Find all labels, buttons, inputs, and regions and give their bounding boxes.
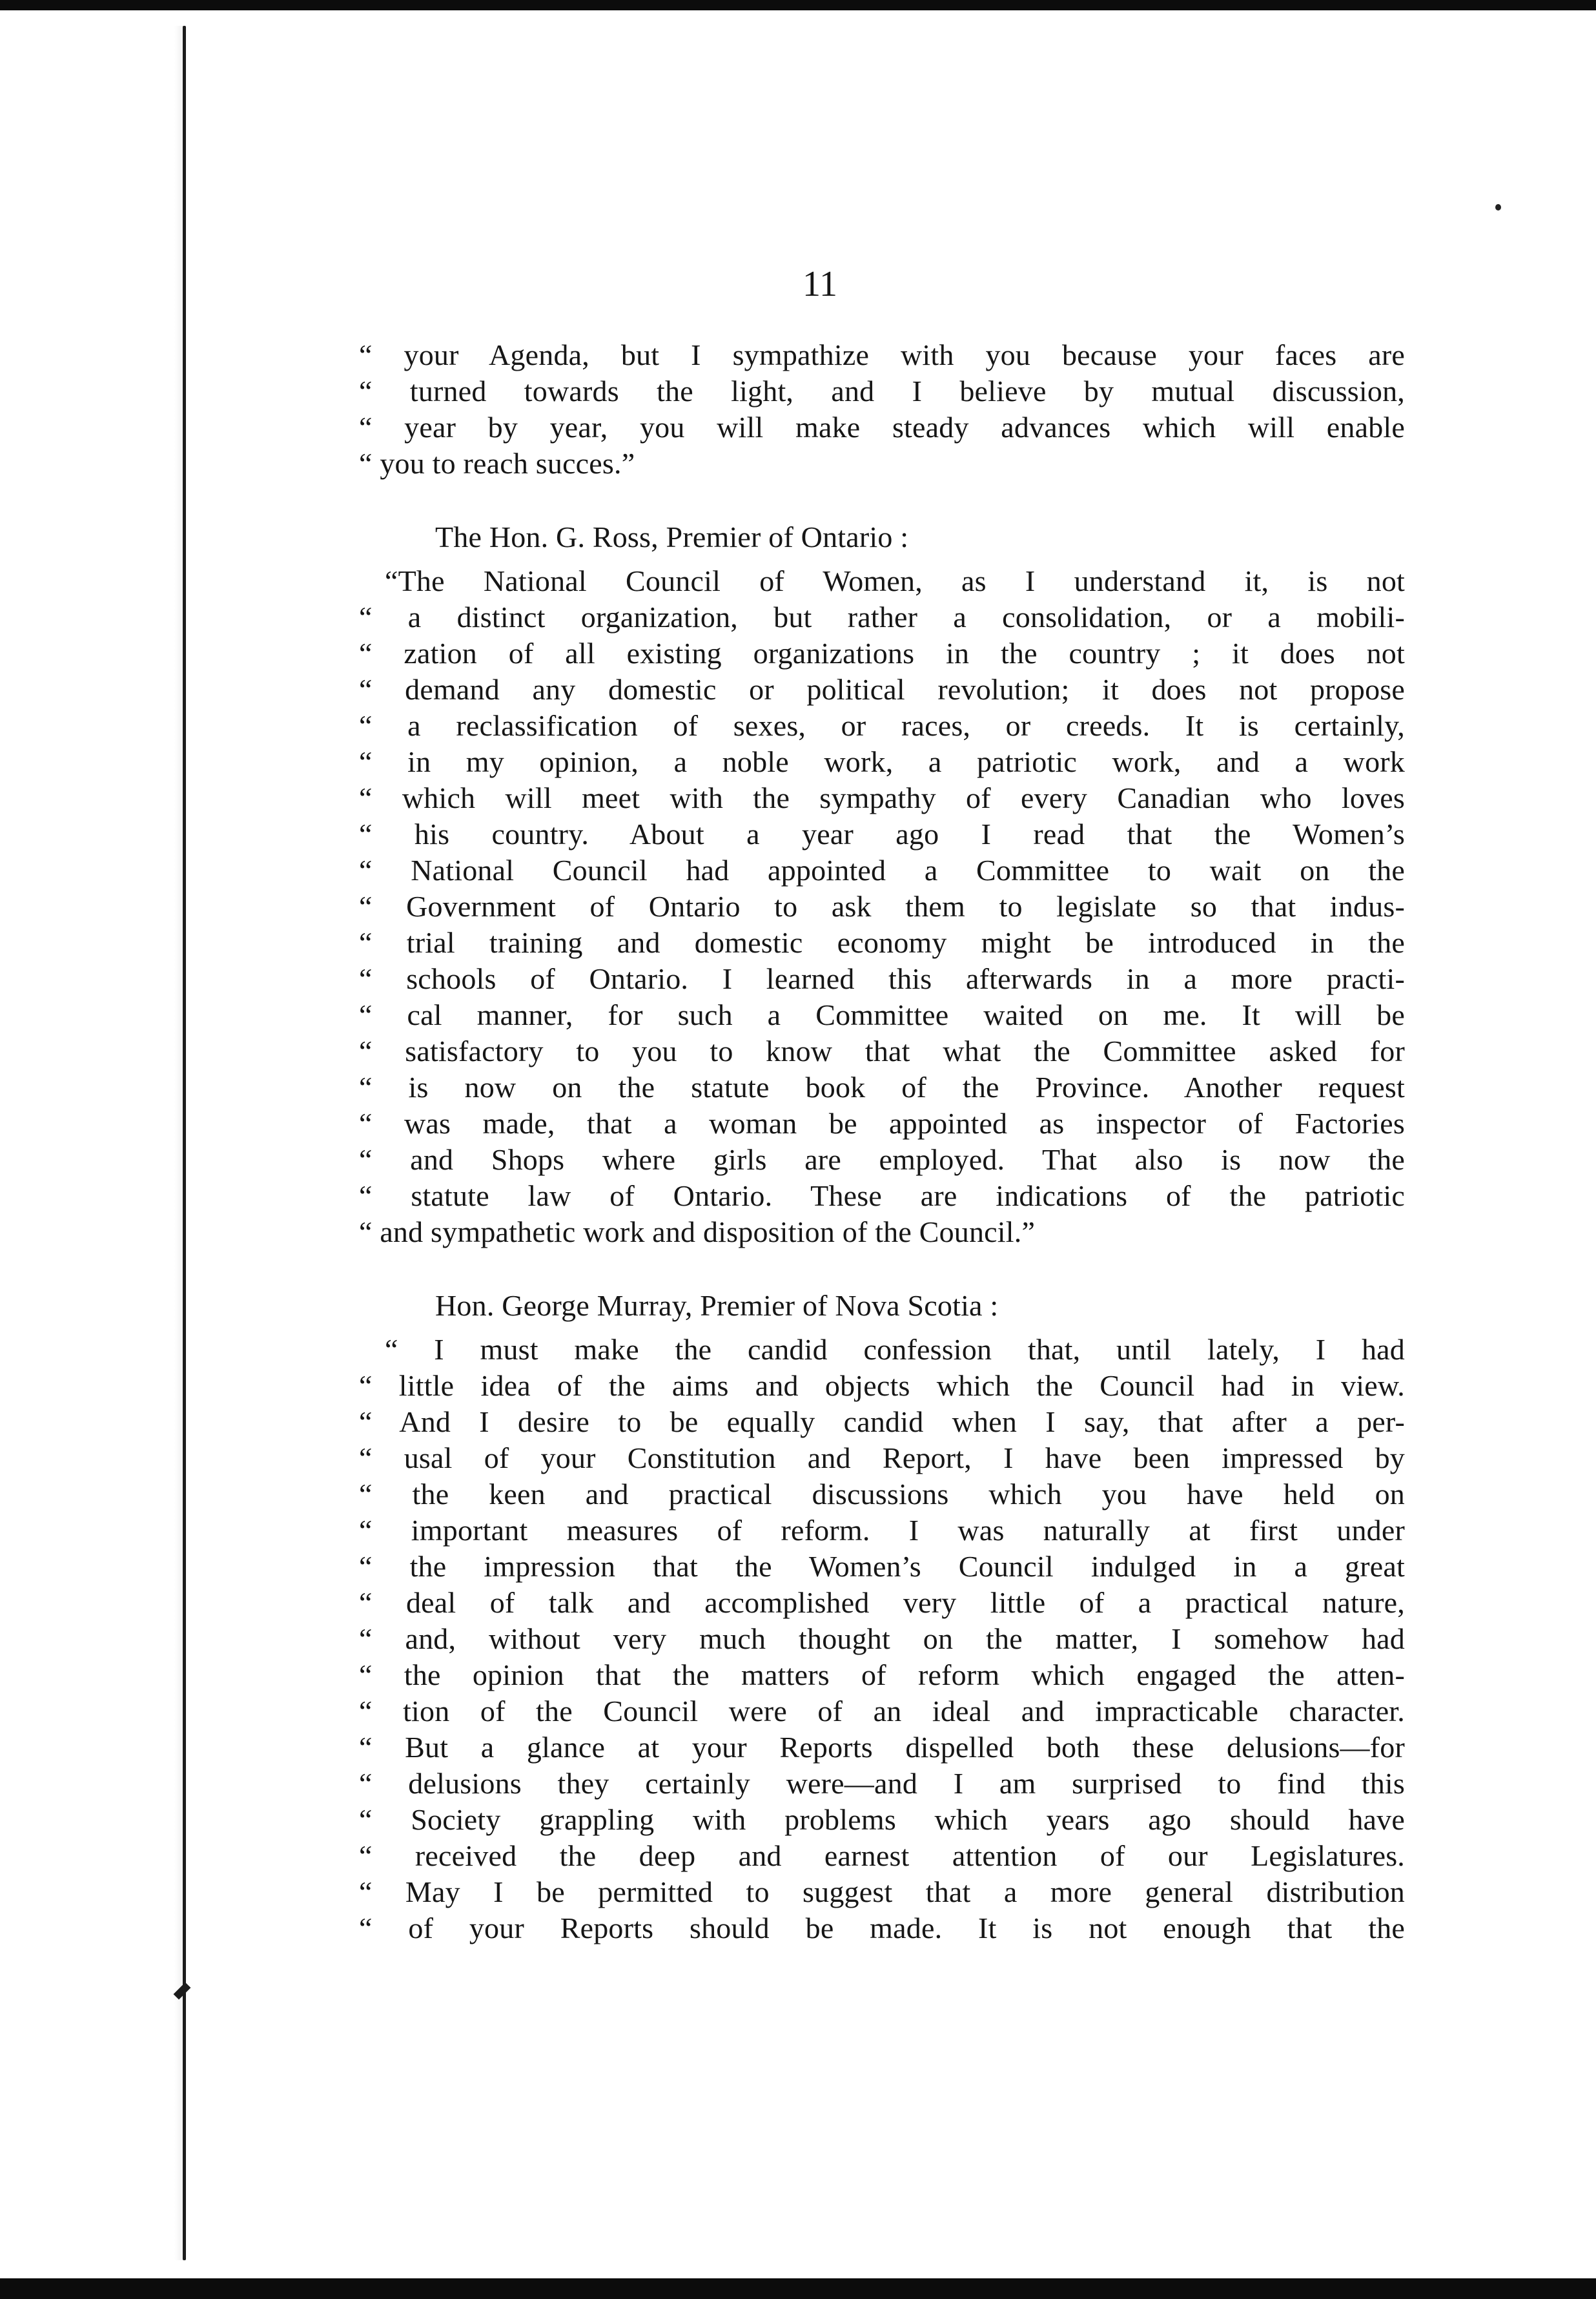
text-line: “ important measures of reform. I was naturally at first under <box>359 1514 1405 1547</box>
text-line: “ cal manner, for such a Committee waited on me. It will be <box>359 998 1405 1031</box>
paragraph-gap <box>359 555 1405 563</box>
page-body <box>359 337 1405 1946</box>
text-line: “ and sympathetic work and disposition of the Council.” <box>359 1215 1036 1248</box>
text-line: “ Government of Ontario to ask them to legislate so that indus- <box>359 890 1405 923</box>
text-line: “ year by year, you will make steady advances which will enable <box>359 411 1405 444</box>
ink-speck <box>1495 204 1501 211</box>
text-line: “ turned towards the light, and I believe by mutual discussion, <box>359 375 1405 407</box>
text-line: “ you to reach succes.” <box>359 447 635 480</box>
text-line: “ zation of all existing organizations in the country ; it does not <box>359 637 1405 670</box>
text-line: “ of your Reports should be made. It is not enough that the <box>359 1912 1405 1944</box>
text-line: “ Society grappling with problems which years ago should have <box>359 1803 1405 1836</box>
text-line: “ received the deep and earnest attention of our Legislatures. <box>359 1839 1405 1872</box>
text-line: “ is now on the statute book of the Province. Another request <box>359 1071 1405 1104</box>
text-line: “ trial training and domestic economy might be introduced in the <box>359 926 1405 959</box>
text-line: “ statute law of Ontario. These are indications of the patriotic <box>359 1179 1405 1212</box>
paragraph-gap <box>359 482 1405 519</box>
quote-paragraph-murray <box>359 1332 1405 1946</box>
text-line: “ But a glance at your Reports dispelled both these delusions—for <box>359 1731 1405 1764</box>
page-spine-edge <box>183 26 186 2260</box>
text-line: “ and, without very much thought on the matter, I somehow had <box>359 1622 1405 1655</box>
scan-border-top <box>0 0 1596 10</box>
text-line: “ little idea of the aims and objects which the Council had in view. <box>359 1369 1405 1402</box>
text-line: “ in my opinion, a noble work, a patriotic work, and a work <box>359 745 1405 778</box>
text-line: “ his country. About a year ago I read that the Women’s <box>359 818 1405 851</box>
text-line: “ satisfactory to you to know that what the Committee asked for <box>359 1035 1405 1067</box>
speaker-heading-murray: Hon. George Murray, Premier of Nova Scotia : <box>435 1289 999 1322</box>
text-line: “ was made, that a woman be appointed as inspector of Factories <box>359 1107 1405 1140</box>
text-line: “ the impression that the Women’s Council indulged in a great <box>359 1550 1405 1583</box>
text-line: “ I must make the candid confession that, until lately, I had <box>385 1333 1405 1366</box>
speaker-heading-ross: The Hon. G. Ross, Premier of Ontario : <box>435 521 909 553</box>
text-line: “ and Shops where girls are employed. That also is now the <box>359 1143 1405 1176</box>
text-line: “ tion of the Council were of an ideal and impracticable character. <box>359 1695 1405 1727</box>
scan-border-bottom <box>0 2278 1596 2299</box>
text-line: “ National Council had appointed a Committee to wait on the <box>359 854 1405 887</box>
page-number: 11 <box>803 264 837 304</box>
text-line: “ the keen and practical discussions which you have held on <box>359 1478 1405 1510</box>
text-line: “ deal of talk and accomplished very little of a practical nature, <box>359 1586 1405 1619</box>
quote-paragraph-1 <box>359 337 1405 482</box>
text-line: “ a distinct organization, but rather a consolidation, or a mobili- <box>359 601 1405 634</box>
text-line: “ usal of your Constitution and Report, I have been impressed by <box>359 1441 1405 1474</box>
paragraph-gap <box>359 1250 1405 1288</box>
text-line: “ the opinion that the matters of reform which engaged the atten- <box>359 1658 1405 1691</box>
text-line: “ May I be permitted to suggest that a more general distribution <box>359 1875 1405 1908</box>
text-line: “ which will meet with the sympathy of every Canadian who loves <box>359 781 1405 814</box>
text-line: “ And I desire to be equally candid when I say, that after a per- <box>359 1405 1405 1438</box>
paragraph-gap <box>359 1324 1405 1332</box>
text-line: “ a reclassification of sexes, or races, or creeds. It is certainly, <box>359 709 1405 742</box>
text-line: “ delusions they certainly were—and I am surprised to find this <box>359 1767 1405 1800</box>
text-line: “The National Council of Women, as I understand it, is not <box>385 564 1405 597</box>
quote-paragraph-ross <box>359 563 1405 1250</box>
text-line: “ schools of Ontario. I learned this afterwards in a more practi- <box>359 962 1405 995</box>
text-line: “ your Agenda, but I sympathize with you because your faces are <box>359 338 1405 371</box>
page-spine-shadow <box>174 26 183 2260</box>
text-line: “ demand any domestic or political revolution; it does not propose <box>359 673 1405 706</box>
